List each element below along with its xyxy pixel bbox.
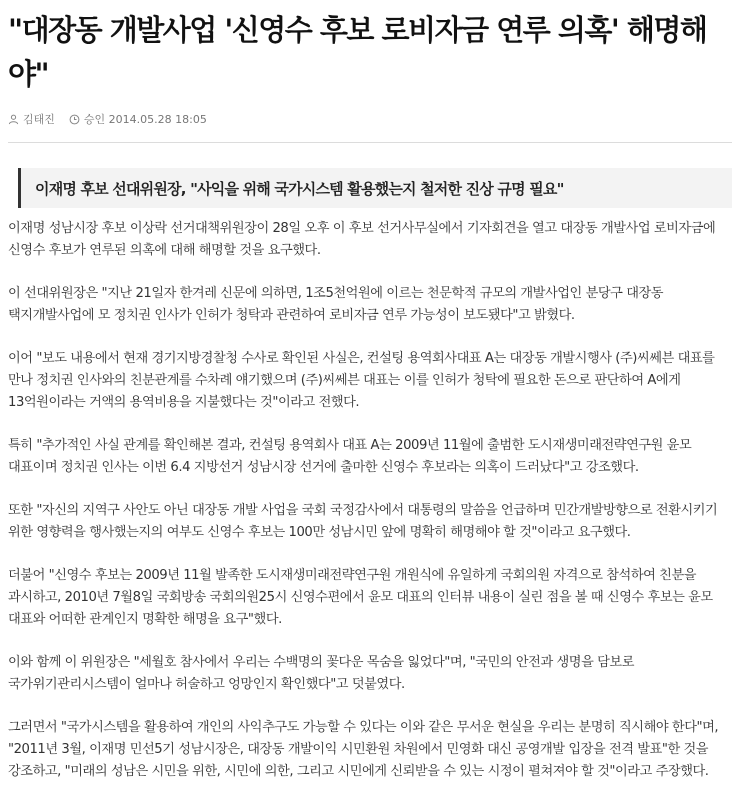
article-paragraph: 그러면서 "국가시스템을 활용하여 개인의 사익추구도 가능할 수 있다는 이와 같은 무서운 현실을 우리는 분명히 직시해야 한다"며, "2011년 3월, 이재명 민선5기 성남시장은, 대장동 개발이익 시민환원 차원에서 민영화 대신 공영개발 입장을 전격 발표"한 것을 강조하고, "미래의 성남은 시민을 위한, 시민에 의한, 그리고 시민에게 신뢰받을 수 있는 시정이 펼쳐져야 할 것"이라고 주장했다. — [8, 720, 719, 779]
article-paragraph: 이와 함께 이 위원장은 "세월호 참사에서 우리는 수백명의 꽃다운 목숨을 잃었다"며, "국민의 안전과 생명을 담보로 국가위기관리시스템이 얼마나 허술하고 엉망인지 확인했다"고 덧붙였다. — [8, 655, 634, 692]
article-paragraph: 이어 "보도 내용에서 현재 경기지방경찰청 수사로 확인된 사실은, 컨설팅 용역회사대표 A는 대장동 개발시행사 (주)씨쎄븐 대표를 만나 정치권 인사와의 친분관계를 수차례 얘기했으며 (주)씨쎄븐 대표는 이를 인허가 청탁에 필요한 돈으로 판단하여 A에게 13억원이라는 거액의 용역비용을 지불했다는 것"이라고 전했다. — [8, 351, 715, 410]
approved-info — [69, 111, 207, 127]
article-paragraph: 이 선대위원장은 "지난 21일자 한겨레 신문에 의하면, 1조5천억원에 이르는 천문학적 규모의 개발사업인 분당구 대장동 택지개발사업에 모 정치권 인사가 인허가 청탁과 관련하여 로비자금 연루 가능성이 보도됐다"고 밝혔다. — [8, 286, 664, 323]
author-name[interactable]: 김태진 — [23, 113, 55, 126]
article-body — [8, 218, 732, 792]
header-divider — [8, 142, 732, 143]
article-paragraph: 이재명 성남시장 후보 이상락 선거대책위원장이 28일 오후 이 후보 선거사무실에서 기자회견을 열고 대장동 개발사업 로비자금에 신영수 후보가 연루된 의혹에 대해 해명할 것을 요구했다. — [8, 221, 716, 258]
article-paragraph: 또한 "자신의 지역구 사안도 아닌 대장동 개발 사업을 국회 국정감사에서 대통령의 말씀을 언급하며 민간개발방향으로 전환시키기 위한 영향력을 행사했는지의 여부도 신영수 후보는 100만 성남시민 앞에 명확히 해명해야 할 것"이라고 요구했다. — [8, 503, 718, 540]
article-meta — [8, 108, 732, 130]
article-subtitle: 이재명 후보 선대위원장, "사익을 위해 국가시스템 활용했는지 철저한 진상 규명 필요" — [18, 168, 732, 208]
article-title: "대장동 개발사업 '신영수 후보 로비자금 연루 의혹' 해명해야" — [8, 13, 707, 91]
person-icon — [8, 114, 19, 125]
clock-icon — [69, 114, 80, 125]
author-info — [8, 111, 55, 127]
approved-date: 승인 2014.05.28 18:05 — [83, 113, 207, 126]
article-paragraph: 특히 "추가적인 사실 관계를 확인해본 결과, 컨설팅 용역회사 대표 A는 2009년 11월에 출범한 도시재생미래전략연구원 윤모 대표이며 정치권 인사는 이번 6.4 지방선거 성남시장 선거에 출마한 신영수 후보라는 의혹이 드러났다"고 강조했다. — [8, 438, 692, 475]
article-paragraph: 더불어 "신영수 후보는 2009년 11월 발족한 도시재생미래전략연구원 개원식에 유일하게 국회의원 자격으로 참석하여 친분을 과시하고, 2010년 7월8일 국회방송 국회의원25시 신영수편에서 윤모 대표의 인터뷰 내용이 실린 점을 볼 때 신영수 후보는 윤모 대표와 어떠한 관계인지 명확한 해명을 요구"했다. — [8, 568, 713, 627]
